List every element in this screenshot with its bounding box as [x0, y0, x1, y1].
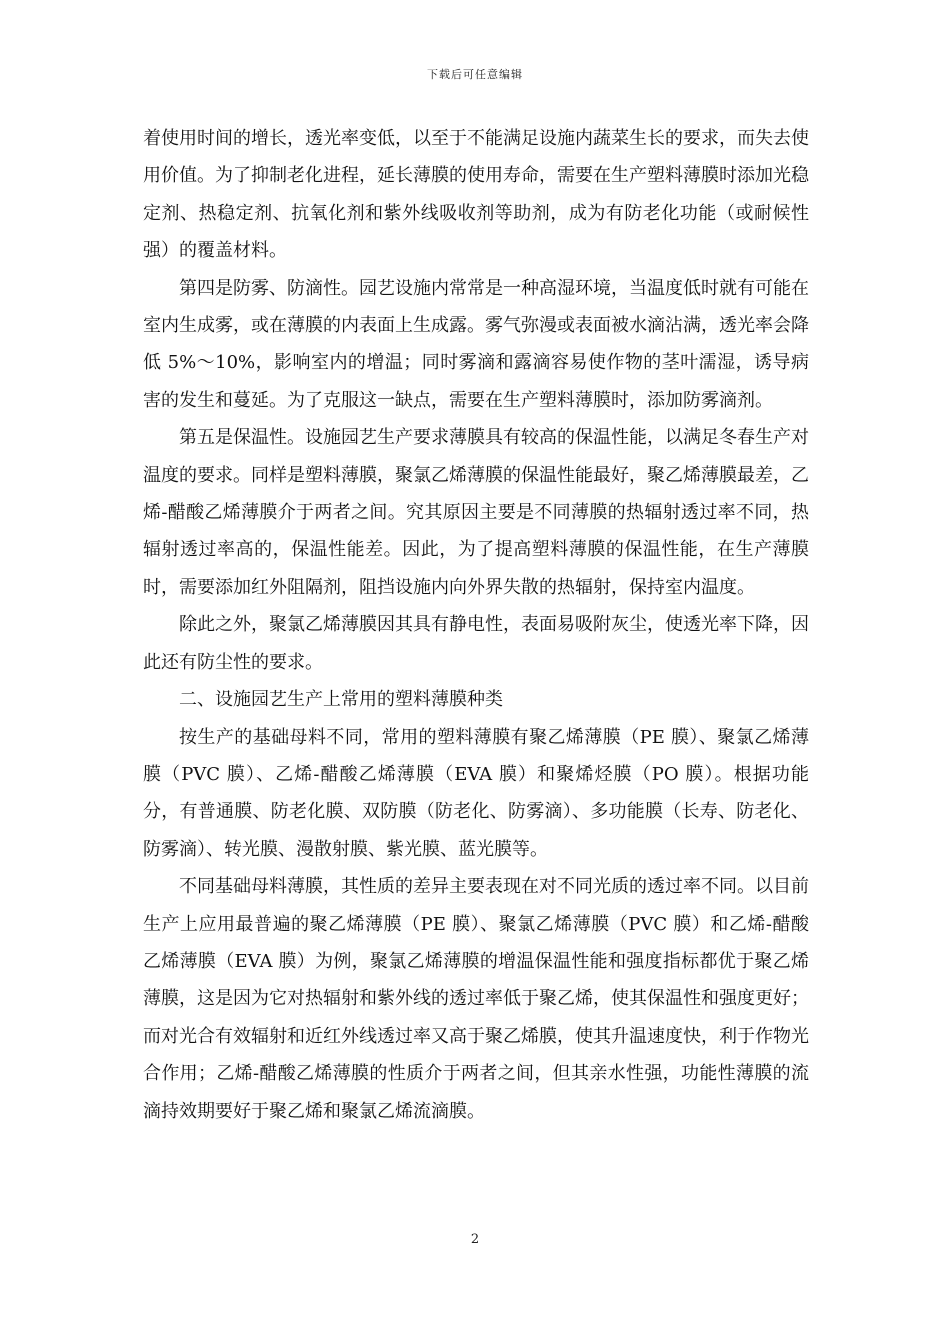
- page-header: 下载后可任意编辑: [427, 68, 523, 81]
- paragraph-dustproof: 除此之外，聚氯乙烯薄膜因其具有静电性，表面易吸附灰尘，使透光率下降，因此还有防尘性的要求。: [143, 614, 809, 673]
- section-heading: 二、设施园艺生产上常用的塑料薄膜种类: [179, 689, 503, 711]
- paragraph-film-types: 按生产的基础母料不同，常用的塑料薄膜有聚乙烯薄膜（PE 膜）、聚氯乙烯薄膜（PVC 膜）、乙烯-醋酸乙烯薄膜（EVA 膜）和聚烯烃膜（PO 膜）。根据功能分，有普通膜、防老化膜、双防膜（防老化、防雾滴）、多功能膜（长寿、防老化、防雾滴）、转光膜、漫散射膜、紫光膜、蓝光膜等。: [143, 726, 809, 860]
- paragraph-continued: 着使用时间的增长，透光率变低，以至于不能满足设施内蔬菜生长的要求，而失去使用价值。为了抑制老化进程，延长薄膜的使用寿命，需要在生产塑料薄膜时添加光稳定剂、热稳定剂、抗氧化剂和紫外线吸收剂等助剂，成为有防老化功能（或耐候性强）的覆盖材料。: [143, 128, 809, 262]
- document-body: [143, 120, 809, 1130]
- paragraph-film-comparison: 不同基础母料薄膜，其性质的差异主要表现在对不同光质的透过率不同。以目前生产上应用最普遍的聚乙烯薄膜（PE 膜）、聚氯乙烯薄膜（PVC 膜）和乙烯-醋酸乙烯薄膜（EVA 膜）为例，聚氯乙烯薄膜的增温保温性能和强度指标都优于聚乙烯薄膜，这是因为它对热辐射和紫外线的透过率低于聚乙烯，使其保温性和强度更好；而对光合有效辐射和近红外线透过率又高于聚乙烯膜，使其升温速度快，利于作物光合作用；乙烯-醋酸乙烯薄膜的性质介于两者之间，但其亲水性强，功能性薄膜的流滴持效期要好于聚乙烯和聚氯乙烯流滴膜。: [143, 876, 809, 1122]
- paragraph-antifog: 第四是防雾、防滴性。园艺设施内常常是一种高湿环境，当温度低时就有可能在室内生成雾，或在薄膜的内表面上生成露。雾气弥漫或表面被水滴沾满，透光率会降低 5%～10%，影响室内的增温；同时雾滴和露滴容易使作物的茎叶濡湿，诱导病害的发生和蔓延。为了克服这一缺点，需要在生产塑料薄膜时，添加防雾滴剂。: [143, 277, 809, 411]
- paragraph-insulation: 第五是保温性。设施园艺生产要求薄膜具有较高的保温性能，以满足冬春生产对温度的要求。同样是塑料薄膜，聚氯乙烯薄膜的保温性能最好，聚乙烯薄膜最差，乙烯-醋酸乙烯薄膜介于两者之间。究其原因主要是不同薄膜的热辐射透过率不同，热辐射透过率高的，保温性能差。因此，为了提高塑料薄膜的保温性能，在生产薄膜时，需要添加红外阻隔剂，阻挡设施内向外界失散的热辐射，保持室内温度。: [143, 427, 809, 598]
- page-number: 2: [470, 1232, 480, 1247]
